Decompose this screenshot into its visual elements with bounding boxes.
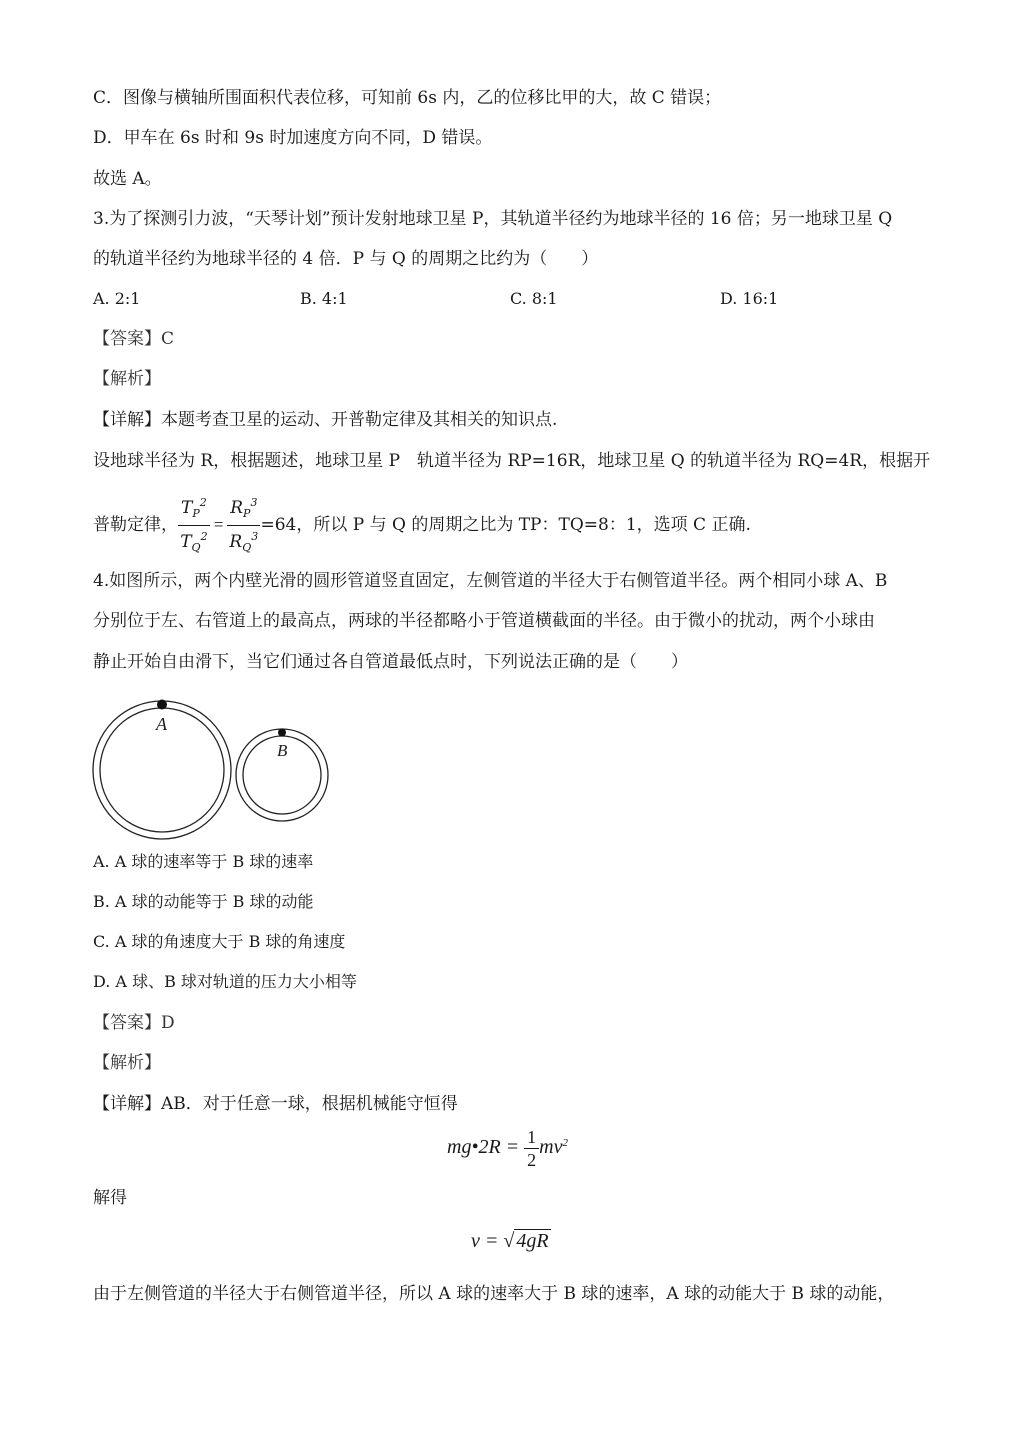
q3-option-a: A. 2:1: [93, 289, 141, 308]
q4-analysis-heading: 【解析】: [93, 1053, 161, 1073]
prev-option-d: D．甲车在 6s 时和 9s 时加速度方向不同，D 错误。: [93, 128, 493, 148]
q3-solution-line-1: 设地球半径为 R，根据题述，地球卫星 P 轨道半径为 RP=16R，地球卫星 Q 的轨道半径为 RQ=4R，根据开: [93, 451, 931, 471]
q3-stem-line-1: 3.为了探测引力波，“天琴计划”预计发射地球卫星 P，其轨道半径约为地球半径的 16 倍；另一地球卫星 Q: [93, 209, 893, 229]
q4-option-a: A. A 球的速率等于 B 球的速率: [93, 852, 314, 871]
speed-equation: v = √ 4gR: [471, 1230, 549, 1252]
q3-option-d: D. 16:1: [720, 289, 779, 308]
q3-analysis-heading: 【解析】: [93, 369, 161, 389]
q3-option-b: B. 4:1: [300, 289, 348, 308]
q4-stem-line-1: 4.如图所示，两个内壁光滑的圆形管道竖直固定，左侧管道的半径大于右侧管道半径。两个相同小球 A、B: [93, 571, 888, 591]
q4-solve-label: 解得: [93, 1188, 127, 1208]
q4-conclusion: 由于左侧管道的半径大于右侧管道半径，所以 A 球的速率大于 B 球的速率，A 球的动能大于 B 球的动能，: [93, 1284, 895, 1304]
q4-option-d: D. A 球、B 球对轨道的压力大小相等: [93, 972, 357, 991]
ball-b-label: B: [277, 741, 288, 760]
ball-b: [278, 729, 286, 737]
ball-a-label: A: [156, 714, 167, 734]
q3-solution-prefix: 普勒定律，: [93, 515, 178, 535]
prev-choice: 故选 A。: [93, 169, 162, 189]
kepler-fraction-right: $\frac{R_P^3}{R_Q^3}$: [227, 492, 260, 559]
ball-a: [157, 700, 167, 710]
q4-option-c: C. A 球的角速度大于 B 球的角速度: [93, 932, 346, 951]
prev-option-c: C．图像与横轴所围面积代表位移，可知前 6s 内，乙的位移比甲的大，故 C 错误；: [93, 88, 722, 108]
q3-detail: 【详解】本题考查卫星的运动、开普勒定律及其相关的知识点.: [93, 410, 558, 430]
q4-detail: 【详解】AB．对于任意一球，根据机械能守恒得: [93, 1094, 458, 1114]
q3-answer: 【答案】C: [93, 329, 175, 349]
q3-solution-suffix: =64，所以 P 与 Q 的周期之比为 TP：TQ=8：1，选项 C 正确.: [260, 515, 751, 535]
q3-solution-line-2: 普勒定律， $\frac{T_P^2}{T_Q^2}$ = $\frac{R_P^3}{R_Q^3}$ =64，所以 P 与 Q 的周期之比为 TP：TQ=8：1，选项 C 正确.: [93, 492, 751, 559]
q4-option-b: B. A 球的动能等于 B 球的动能: [93, 892, 314, 911]
q3-stem-line-2: 的轨道半径约为地球半径的 4 倍．P 与 Q 的周期之比约为（ ）: [93, 249, 599, 269]
energy-equation: mg•2R = $\frac{1}{2}$ $mv^2$: [447, 1127, 568, 1170]
q4-stem-line-3: 静止开始自由滑下，当它们通过各自管道最低点时，下列说法正确的是（ ）: [93, 652, 688, 672]
tube-diagram: [88, 694, 338, 844]
q3-option-c: C. 8:1: [510, 289, 558, 308]
q4-answer: 【答案】D: [93, 1013, 175, 1033]
kepler-fraction-left: $\frac{T_P^2}{T_Q^2}$: [178, 492, 210, 559]
q4-stem-line-2: 分别位于左、右管道上的最高点，两球的半径都略小于管道横截面的半径。由于微小的扰动，两个小球由: [93, 611, 875, 631]
